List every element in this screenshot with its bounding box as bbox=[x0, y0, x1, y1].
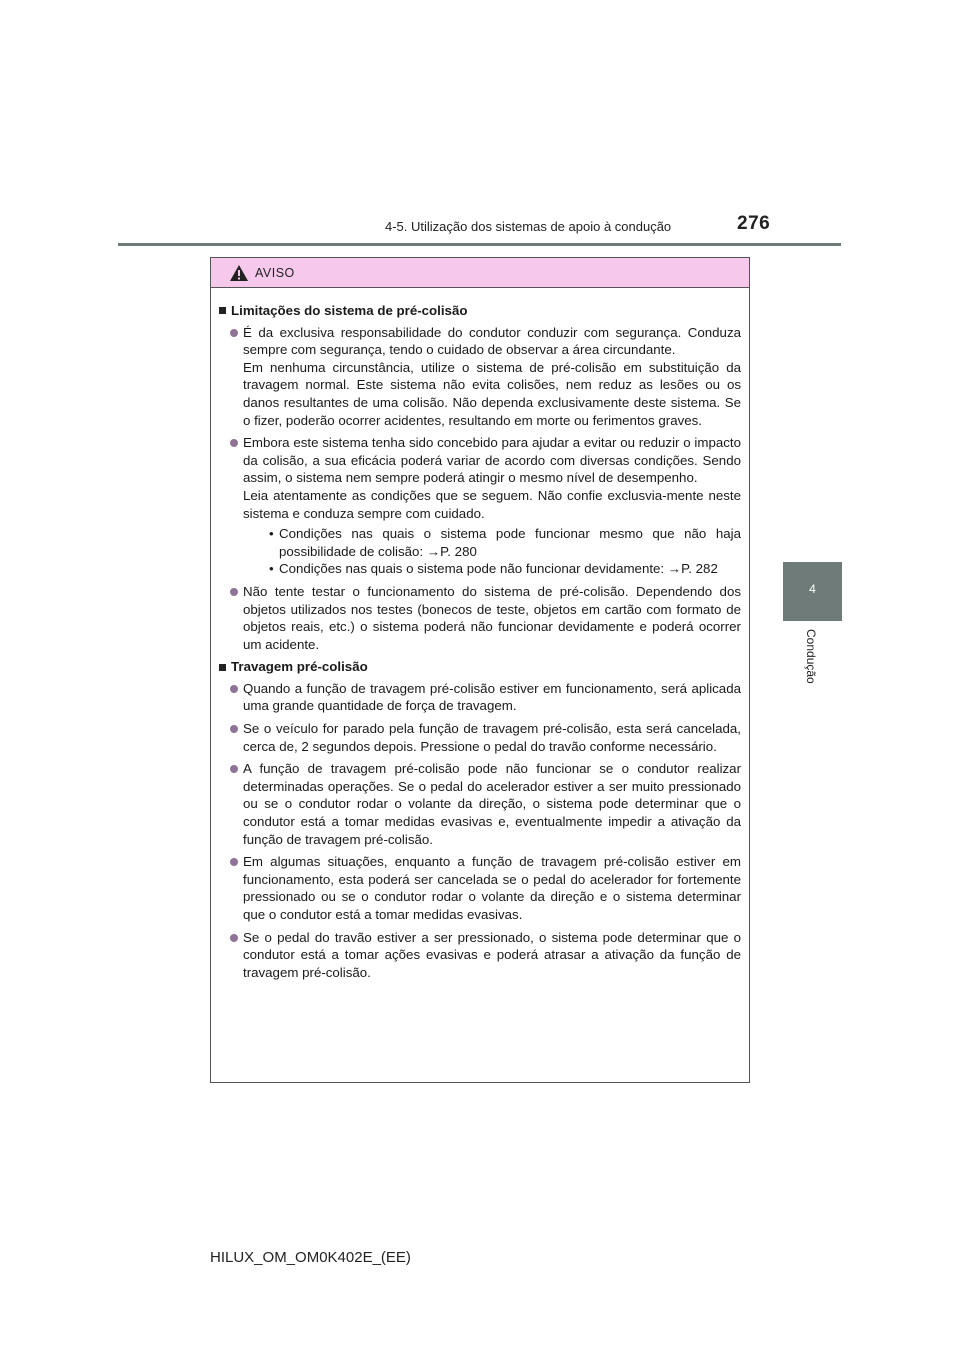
sub-list-text: Condições nas quais o sistema pode funcionar mesmo que não haja possibilidade de colisão: →P. 280 bbox=[279, 526, 741, 559]
sub-list-item bbox=[243, 525, 741, 560]
bullet-paragraph: É da exclusiva responsabilidade do condutor conduzir com segurança. Conduza sempre com segurança, tendo o cuidado de observar a área circundante. bbox=[243, 324, 741, 358]
document-code: HILUX_OM_OM0K402E_(EE) bbox=[210, 1249, 411, 1266]
bullet-item bbox=[219, 434, 741, 578]
warning-box bbox=[210, 257, 750, 1083]
bullet-dot-icon bbox=[230, 934, 238, 942]
bullet-dot-icon bbox=[230, 765, 238, 773]
warning-header bbox=[211, 258, 749, 288]
sub-list-text: Condições nas quais o sistema pode não funcionar devidamente: →P. 282 bbox=[279, 561, 718, 577]
chapter-tab bbox=[783, 562, 842, 621]
square-bullet-icon bbox=[219, 664, 226, 671]
bullet-paragraph: A função de travagem pré-colisão pode não funcionar se o condutor realizar determinadas operações. Se o pedal do acelerador estiver a ser muito pressionado ou se o condutor rodar o volante da direção, o sistema pode determinar que o condutor está a tomar medidas evasivas e, eventualmente impedir a ativação da função de travagem pré-colisão. bbox=[243, 761, 741, 847]
bullet-item bbox=[219, 853, 741, 923]
bullet-paragraph: Quando a função de travagem pré-colisão estiver em funcionamento, será aplicada uma grande quantidade de força de travagem. bbox=[243, 680, 741, 714]
bullet-item bbox=[219, 583, 741, 653]
page-number: 276 bbox=[737, 213, 771, 234]
sub-bullet-icon: • bbox=[269, 526, 274, 542]
sub-list bbox=[243, 525, 741, 578]
bullet-item bbox=[219, 760, 741, 848]
sub-list-item bbox=[243, 560, 741, 578]
bullet-item bbox=[219, 929, 741, 982]
sub-bullet-icon: • bbox=[269, 561, 274, 577]
bullet-dot-icon bbox=[230, 725, 238, 733]
bullet-dot-icon bbox=[230, 439, 238, 447]
chapter-number: 4 bbox=[809, 582, 816, 596]
section-title: 4-5. Utilização dos sistemas de apoio à condução bbox=[385, 219, 672, 234]
bullet-paragraph: Embora este sistema tenha sido concebido para ajudar a evitar ou reduzir o impacto da colisão, a sua eficácia poderá variar de acordo com diversas condições. Sendo assim, o sistema nem sempre poderá atingir o mesmo nível de desempenho. bbox=[243, 435, 741, 486]
bullet-dot-icon bbox=[230, 858, 238, 866]
warning-triangle-icon bbox=[229, 264, 249, 282]
bullet-dot-icon bbox=[230, 329, 238, 337]
square-bullet-icon bbox=[219, 307, 226, 314]
bullet-dot-icon bbox=[230, 588, 238, 596]
bullet-paragraph: Em nenhuma circunstância, utilize o sistema de pré-colisão em substituição da travagem normal. Este sistema não evita colisões, nem reduz as lesões ou os danos resultantes de uma colisão. Não dependa exclusivamente deste sistema. Se o fizer, poderão ocorrer acidentes, resultando em morte ou ferimentos graves. bbox=[243, 359, 741, 428]
bullet-item bbox=[219, 680, 741, 715]
bullet-paragraph: Em algumas situações, enquanto a função de travagem pré-colisão estiver em funcionamento, esta poderá ser cancelada se o pedal do acelerador for fortemente pressionado ou se o condutor rodar o volante da direção e o sistema determinar que o condutor está a tomar medidas evasivas. bbox=[243, 854, 741, 922]
section-heading-text: Limitações do sistema de pré-colisão bbox=[231, 303, 468, 318]
warning-title: AVISO bbox=[255, 265, 295, 280]
bullet-item bbox=[219, 324, 741, 430]
bullet-paragraph: Leia atentamente as condições que se seguem. Não confie exclusvia-mente neste sistema e conduza sempre com cuidado. bbox=[243, 487, 741, 521]
bullet-dot-icon bbox=[230, 685, 238, 693]
bullet-paragraph: Se o pedal do travão estiver a ser pressionado, o sistema pode determinar que o condutor está a tomar ações evasivas e poderá atrasar a ativação da função de travagem pré-colisão. bbox=[243, 929, 741, 980]
warning-body bbox=[211, 288, 749, 981]
bullet-item bbox=[219, 720, 741, 755]
section-heading bbox=[219, 302, 741, 320]
section-heading-text: Travagem pré-colisão bbox=[231, 659, 368, 675]
header-divider bbox=[118, 243, 841, 246]
bullet-paragraph: Não tente testar o funcionamento do sistema de pré-colisão. Dependendo dos objetos utilizados nos testes (bonecos de teste, objetos em cartão com formato de objetos reais, etc.) o sistema poderá não funcionar devidamente e poderá ocorrer um acidente. bbox=[243, 583, 741, 652]
bullet-paragraph: Se o veículo for parado pela função de travagem pré-colisão, esta será cancelada, cerca de, 2 segundos depois. Pressione o pedal do travão conforme necessário. bbox=[243, 721, 741, 754]
chapter-label: Condução bbox=[804, 629, 818, 684]
section-heading bbox=[219, 658, 741, 676]
